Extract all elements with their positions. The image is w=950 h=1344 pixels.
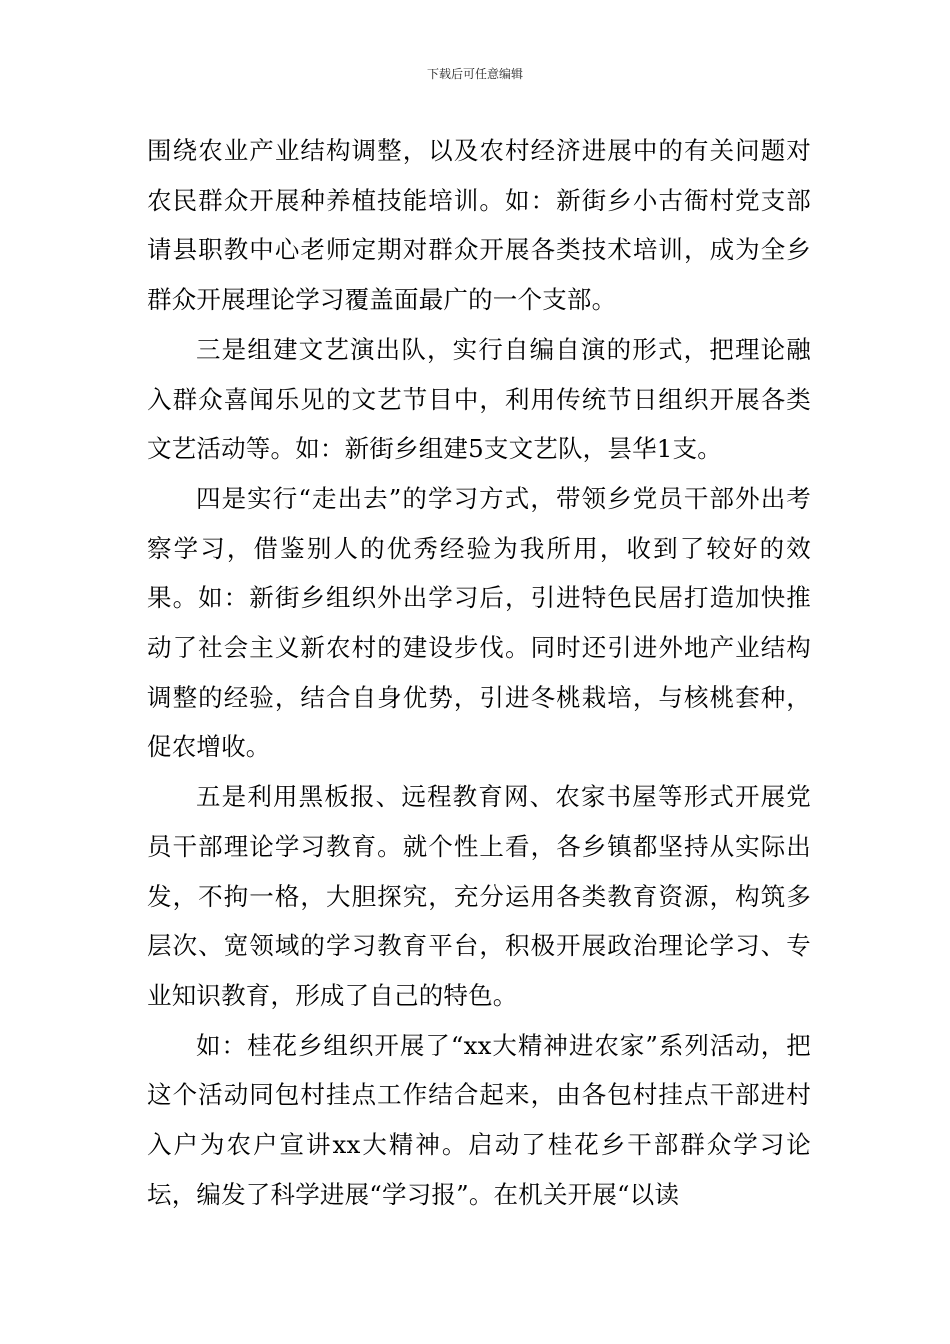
paragraph-3: 四是实行“走出去”的学习方式，带领乡党员干部外出考察学习，借鉴别人的优秀经验为我所用，收到了较好的效果。如：新街乡组织外出学习后，引进特色民居打造加快推动了社会主义新农村的建设步伐。同时还引进外地产业结构调整的经验，结合自身优势，引进冬桃栽培，与核桃套种，促农增收。 [147, 483, 811, 762]
page-header: 下载后可任意编辑 [426, 67, 523, 81]
paragraph-4: 五是利用黑板报、远程教育网、农家书屋等形式开展党员干部理论学习教育。就个性上看，各乡镇都坚持从实际出发，不拘一格，大胆探究，充分运用各类教育资源，构筑多层次、宽领域的学习教育平台，积极开展政治理论学习、专业知识教育，形成了自己的特色。 [147, 782, 811, 1010]
paragraph-1: 围绕农业产业结构调整，以及农村经济进展中的有关问题对农民群众开展种养植技能培训。如：新街乡小古衙村党支部请县职教中心老师定期对群众开展各类技术培训，成为全乡群众开展理论学习覆盖面最广的一个支部。 [147, 136, 811, 315]
document-body [147, 126, 811, 1219]
paragraph-5: 如：桂花乡组织开展了“xx大精神进农家”系列活动，把这个活动同包村挂点工作结合起来，由各包村挂点干部进村入户为农户宣讲xx大精神。启动了桂花乡干部群众学习论坛，编发了科学进展“学习报”。在机关开展“以读 [147, 1030, 811, 1209]
paragraph-2: 三是组建文艺演出队，实行自编自演的形式，把理论融入群众喜闻乐见的文艺节目中，利用传统节日组织开展各类文艺活动等。如：新街乡组建5支文艺队，昙华1支。 [147, 334, 811, 464]
